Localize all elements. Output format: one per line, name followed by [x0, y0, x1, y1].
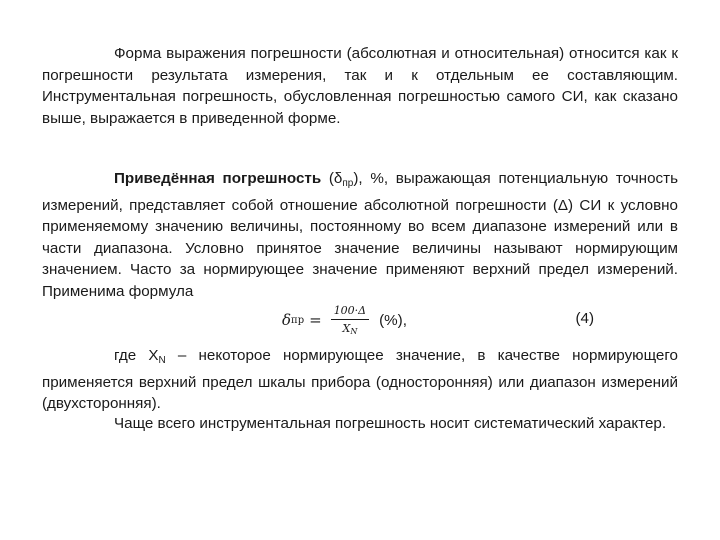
paragraph-text: Чаще всего инструментальная погрешность носит систематический характер. [114, 415, 667, 432]
formula-unit: (%), [379, 311, 407, 329]
paragraph-text: ), %, выражающая потенциальную точность измерений, представляет собой отношение абсолютной погрешности (Δ) СИ к условно применяемому значению величины, постоянному во всем диапазоне измерений или в части диапазона. Условно принятое значение величины называют нормирующим значением. Часто за нормирующее значение применяют верхний предел измерений. Применима формула [42, 170, 678, 300]
paragraph-error-forms [42, 43, 678, 129]
delta-open: (δ [321, 170, 343, 187]
formula-expression [282, 300, 407, 340]
formula-denominator-subscript: N [350, 327, 358, 336]
formula-denominator [339, 320, 360, 336]
paragraph-text: Форма выражения погрешности (абсолютная и относительная) относится как к погрешности результата измерения, так и к отдельным ее составляющим. Инструментальная погрешность, обусловленная погрешностью самого СИ, как сказано выше, выражается в приведенной форме. [42, 45, 678, 127]
xn-prefix: где X [114, 347, 159, 364]
formula-denominator-main: X [342, 322, 351, 335]
paragraph-reduced-error [42, 168, 678, 302]
formula-equals: = [309, 311, 322, 329]
delta-subscript: пр [342, 178, 354, 189]
formula-block [42, 300, 678, 340]
xn-subscript: N [158, 355, 166, 366]
equation-number: (4) [575, 310, 594, 327]
paragraph-text: – некоторое нормирующее значение, в качестве нормирующего применяется верхний предел шкалы прибора (односторонняя) или диапазон измерений (двухсторонняя). [42, 347, 678, 412]
term-reduced-error: Приведённая погрешность [114, 170, 322, 187]
formula-lhs: δ [282, 311, 292, 329]
formula-lhs-subscript: пр [291, 314, 305, 326]
paragraph-xn-definition [42, 345, 678, 415]
formula-fraction [331, 304, 369, 336]
formula-numerator: 100·Δ [331, 304, 369, 320]
paragraph-systematic [42, 413, 678, 435]
